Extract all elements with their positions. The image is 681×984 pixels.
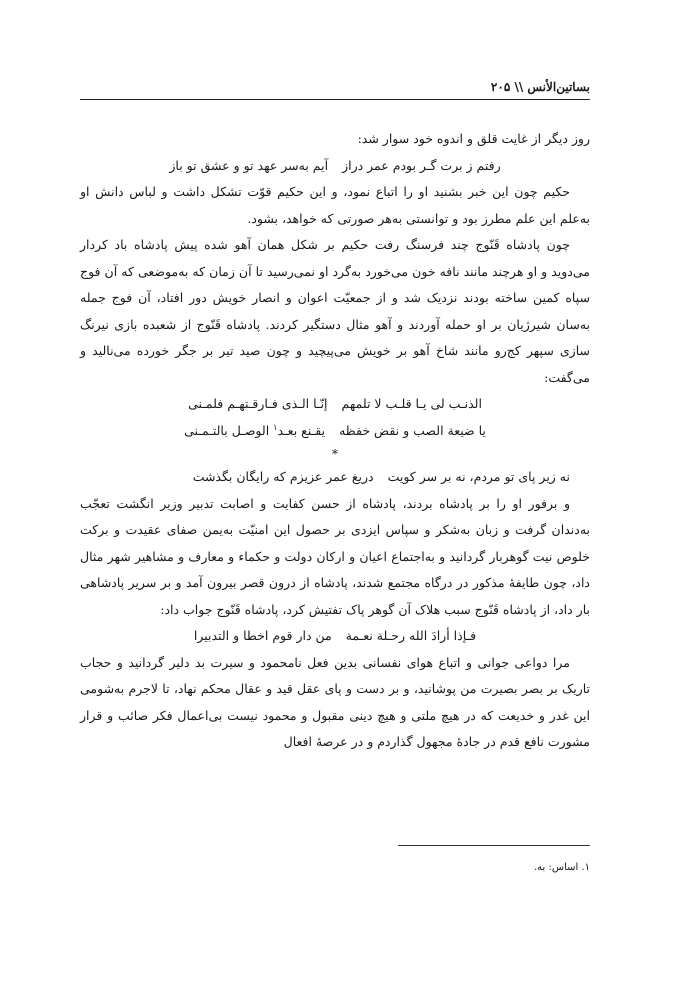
verse-2-hemistich-1: الذنـب لی یـا قلـب لا تلمهم xyxy=(341,396,482,411)
verse-4-hemistich-2: دریغ عمر عزیزم که رایگان بگذشت xyxy=(192,469,374,484)
paragraph-1: روز دیگر از غایت قلق و اندوه خود سوار شد: xyxy=(357,131,590,146)
paragraph-2: حکیم چون این خبر بشنید او را اتباع نمود، و این حکیم قوّت تشکل داشت و لباس دانش او به‌علم این علم مطرز بود و توانستی به‌هر صورتی که خواهد، بشود. xyxy=(80,184,590,226)
paragraph-5: مرا دواعی جوانی و اتباع هوای نفسانی بدین فعل نامحمود و سیرت بد دلیر گردانید و حجاب تاریک بر بصر بصیرت من پوشانید، و بر دست و پای عقل قید و عقال محکم نهاد، تا لاجرم به‌شومی این غدر و خدیعت که در هیچ ملتی و هیچ دینی مقبول و محمود نیست بی‌اعمال فکر صائب و قرار مشورت نافع قدم در جادهٔ مجهول گذاردم و در عرصهٔ افعال xyxy=(80,654,590,749)
verse-4 xyxy=(80,464,590,491)
verse-3 xyxy=(80,418,590,445)
paragraph-3: چون پادشاه قَنّوج چند فرسنگ رفت حکیم بر شکل همان آهو شده پیش پادشاه باد کردار می‌دوید و او هرچند مانند نافه خون می‌خورد به‌گرد او نمی‌رسید تا آن زمان که به‌موضعی که آن فوج سپاه کمین ساخته بودند نزدیک شد و از جمعیّت اعوان و انصار خویش دور افتاد، آن فوج جمله به‌سان شیرژیان بر او حمله آوردند و آهو مثال دستگیر کردند. پادشاه قَنّوج از شعبده بازی نیرنگ سازی سپهر کج‌رو مانند شاخ آهو بر خویش می‌پیچید و چون صید تیر بر جگر خورده می‌نالید و می‌گفت: xyxy=(80,237,590,385)
paragraph-4: و برفور او را بر پادشاه بردند، پادشاه از حسن کفایت و اصابت تدبیر وزیر انگشت تعجّب به‌دندان گرفت و زبان به‌شکر و سپاس ایزدی بر حصول این امنیّت به‌یمن صفای عقیدت و برکت خلوص نیت گوهربار گردانید و به‌اجتماع اعیان و ارکان دولت و حکماء و معارف و مشاهیر شهر مثال داد، چون طایفهٔ مذکور در درگاه مجتمع شدند، پادشاه از درون قصر بیرون آمد و بر سریر پادشاهی بار داد، از پادشاه قَنّوج سبب هلاک آن گوهر پاک تفتیش کرد، پادشاه قَنّوج جواب داد: xyxy=(80,495,590,617)
verse-3-hemistich-2-end: الوصـل بالتـمـنی xyxy=(184,422,274,438)
verse-5 xyxy=(80,623,590,650)
section-star: * xyxy=(331,446,339,461)
footnote-text: ۱. اساس: به. xyxy=(533,862,590,873)
verse-3-hemistich-2-start: یقـنع بعـد xyxy=(277,422,326,438)
verse-2-hemistich-2: إنّـا الـذی فـارقـتهـم فلمـنی xyxy=(188,396,328,411)
footnote-rule xyxy=(398,845,590,846)
footnote-marker: ۱ xyxy=(273,422,278,432)
running-header xyxy=(80,78,590,96)
verse-5-hemistich-2: من دار قوم اخطا و التدبیرا xyxy=(193,628,332,643)
footnote xyxy=(80,860,590,876)
header-rule xyxy=(80,99,590,100)
verse-3-hemistich-1: یا ضیعة الصب و نقض خفظه xyxy=(339,422,486,438)
verse-1-hemistich-2: آیم به‌سر عهد تو و عشق تو باز xyxy=(169,157,329,173)
main-text xyxy=(80,126,590,756)
verse-5-hemistich-1: فـإذا أرادَ الله رحـلة نعـمة xyxy=(345,628,477,643)
verse-3-hemistich-2 xyxy=(184,418,325,445)
verse-1 xyxy=(80,153,590,180)
running-title: بساتين‌الأنس \\ ۲۰۵ xyxy=(490,80,590,94)
verse-2 xyxy=(80,391,590,418)
verse-1-hemistich-1: رفتم ز برت گـر بودم عمر دراز xyxy=(342,157,501,173)
verse-4-hemistich-1: نه زیر پای تو مردم، نه بر سر کویت xyxy=(387,469,570,484)
